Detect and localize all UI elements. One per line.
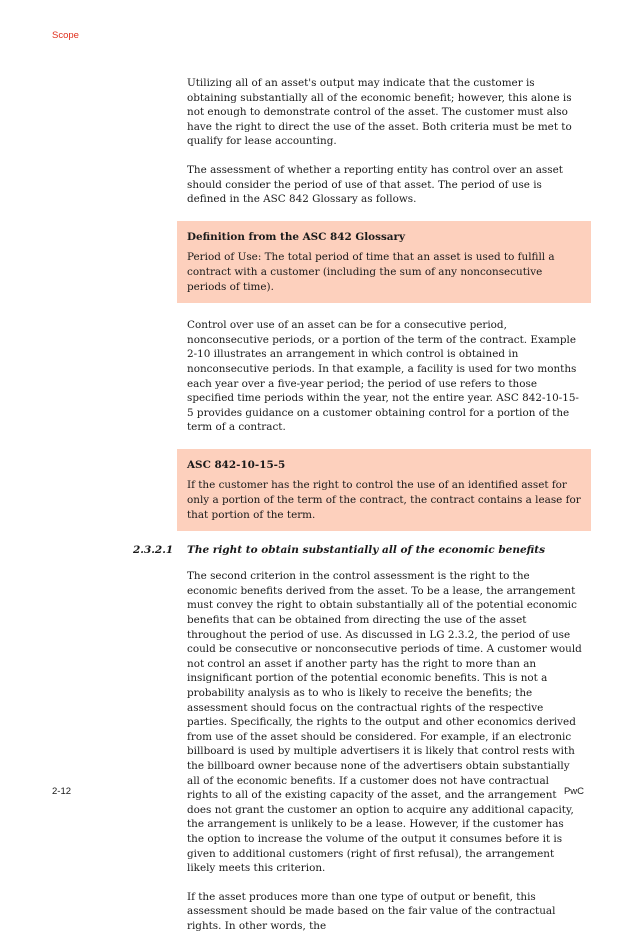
page-number: 2-12	[52, 786, 72, 797]
section-heading	[133, 541, 583, 561]
paragraph-economic-benefits: The second criterion in the control assessment is the right to the economic benefits derived from the asset. To be a lease, the arrangement must convey the right to obtain substantially all of the potential economic benefits that can be obtained from directing the use of the asset throughout the period of use. As discussed in LG 2.3.2, the period of use could be consecutive or nonconsecutive periods of time. A customer would not control an asset if another party has the right to more than an insignificant portion of the potential economic benefits. This is not a probability analysis as to who is likely to receive the benefits; the assessment should focus on the contractual rights of the respective parties. Specifically, the rights to the output and other economics derived from use of the asset should be considered. For example, if an electronic billboard is used by multiple advertisers it is likely that control rests with the billboard owner because none of the advertisers obtain substantially all of the economic benefits. If a customer does not have contractual rights to all of the existing capacity of the asset, and the arrangement does not grant the customer an option to acquire any additional capacity, the arrangement is unlikely to be a lease. However, if the customer has the option to increase the volume of the output it consumes before it is given to additional customers (right of first refusal), the arrangement likely meets this criterion.	[187, 570, 582, 875]
callout-title: Definition from the ASC 842 Glossary	[187, 230, 406, 243]
paragraph-consecutive-periods: Control over use of an asset can be for a consecutive period, nonconsecutive periods, or a portion of the term of the contract. Example 2-10 illustrates an arrangement in which control is obtained in nonconsecutive periods. In that example, a facility is used for two months each year over a five-year period; the period of use refers to those specified time periods within the year, not the entire year. ASC 842-10-15-5 provides guidance on a customer obtaining control for a portion of the term of a contract.	[187, 319, 579, 434]
section-title: The right to obtain substantially all of the economic benefits	[187, 544, 546, 557]
paragraph-period-of-use: The assessment of whether a reporting entity has control over an asset should consider the period of use of that asset. The period of use is defined in the ASC 842 Glossary as follows.	[187, 163, 563, 206]
section-header-label: Scope	[52, 30, 79, 41]
paragraph-multiple-outputs: If the asset produces more than one type of output or benefit, this assessment should be made based on the fair value of the contractual rights. In other words, the	[187, 890, 556, 932]
footer-brand: PwC	[563, 786, 584, 797]
callout-text: Period of Use: The total period of time that an asset is used to fulfill a contract with a customer (including the sum of any nonconsecutive periods of time).	[187, 251, 555, 293]
paragraph-output-control: Utilizing all of an asset's output may indicate that the customer is obtaining substantially all of the economic benefit; however, this alone is not enough to demonstrate control of the asset. The customer must also have the right to direct the use of the asset. Both criteria must be met to qualify for lease accounting.	[187, 77, 572, 148]
section-number: 2.3.2.1	[133, 544, 174, 557]
callout-title: ASC 842-10-15-5	[187, 458, 286, 471]
callout-glossary-definition	[177, 221, 591, 303]
callout-asc-reference	[177, 449, 591, 531]
callout-text: If the customer has the right to control the use of an identified asset for only a portion of the term of the contract, the contract contains a lease for that portion of the term.	[187, 479, 581, 521]
main-content	[133, 76, 583, 948]
